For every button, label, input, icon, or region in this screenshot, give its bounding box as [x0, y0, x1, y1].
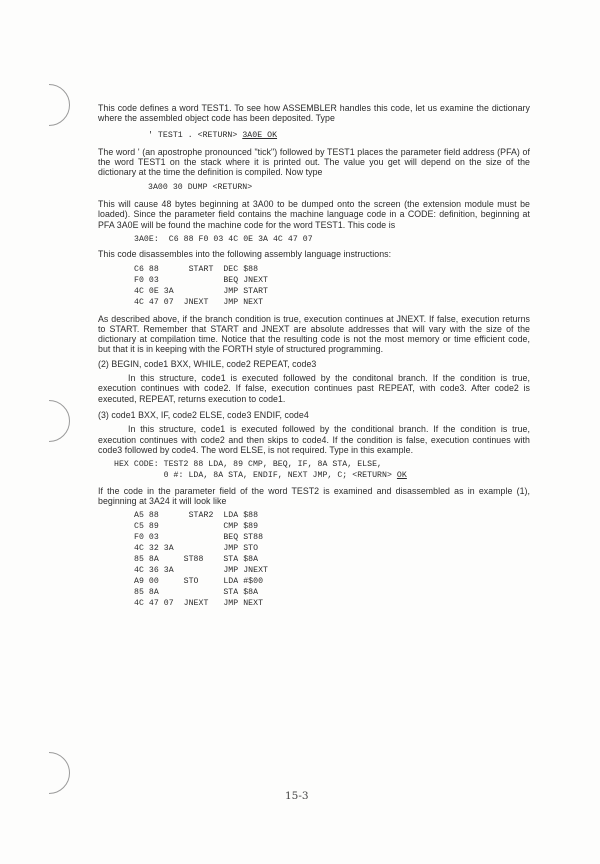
command-text: ' TEST1 . <RETURN> — [148, 130, 243, 140]
asm-line: C5 89 CMP $89 — [134, 522, 259, 532]
asm-line: 4C 0E 3A JMP START — [134, 286, 269, 296]
asm-line: 4C 47 07 JNEXT JMP NEXT — [134, 599, 264, 609]
punch-hole-mark — [28, 400, 70, 442]
hex-code-line-2 — [98, 470, 530, 481]
command-result: 3A0E OK — [242, 130, 278, 140]
punch-hole-mark — [28, 752, 70, 794]
body-text — [98, 103, 530, 609]
asm-line: A9 00 STO LDA #$00 — [134, 577, 264, 587]
disassembly-intro: This code disassembles into the following assembly language instructions: — [98, 249, 392, 260]
asm-line: A5 88 STAR2 LDA $88 — [134, 511, 259, 521]
branch-paragraph: As described above, if the branch condition is true, execution continues at JNEXT. If false, execution returns to START. Remember that START and JNEXT are absolute addresses that will vary with the size of the dictionary at compilation time. Notice that the resulting code is not the most memory or time efficient code, but that it is in keeping with the FORTH style of structured programming. — [98, 313, 530, 355]
dump-paragraph: This will cause 48 bytes beginning at 3A00 to be dumped onto the screen (the extension module must be loaded). Since the parameter field contains the machine language code in a CODE: definition, beginning at PFA 3A0E will be found the machine code for the word TEST1. This code is — [98, 199, 530, 230]
structure-3-body: In this structure, code1 is executed followed by the conditional branch. If the condition is true, execution continues with code2 and then skips to code4. If the condition is false, execution continues with code3 followed by code4. The word ELSE, is not required. Type in this example. — [98, 424, 530, 455]
punch-hole-mark — [28, 84, 70, 126]
asm-line: F0 03 BEQ ST88 — [134, 533, 264, 543]
hex-code-line-1: HEX CODE: TEST2 88 LDA, 89 CMP, BEQ, IF, 8A STA, ELSE, — [114, 460, 383, 470]
asm-line: 4C 36 3A JMP JNEXT — [134, 566, 269, 576]
hex-code-result: OK — [396, 471, 407, 481]
hex-code-text: 0 #: LDA, 8A STA, ENDIF, NEXT JMP, C; <RETURN> — [114, 471, 397, 481]
assembly-listing-2 — [98, 510, 530, 609]
command-example-dump: 3A00 30 DUMP <RETURN> — [148, 182, 253, 192]
structure-3-heading: (3) code1 BXX, IF, code2 ELSE, code3 ENDIF, code4 — [98, 409, 309, 420]
asm-line: 4C 32 3A JMP STO — [134, 544, 259, 554]
asm-line: F0 03 BEQ JNEXT — [134, 275, 269, 285]
intro-paragraph: This code defines a word TEST1. To see how ASSEMBLER handles this code, let us examine the dictionary where the assembled object code has been deposited. Type — [98, 103, 530, 124]
assembly-listing-1 — [98, 264, 530, 308]
asm-line: 4C 47 07 JNEXT JMP NEXT — [134, 297, 264, 307]
command-example-tick — [98, 130, 530, 141]
asm-line: C6 88 START DEC $88 — [134, 264, 259, 274]
test2-paragraph: If the code in the parameter field of the word TEST2 is examined and disassembled as in example (1), beginning at 3A24 it will look like — [98, 485, 530, 507]
page-number: 15-3 — [285, 790, 309, 802]
asm-line: 85 8A ST88 STA $8A — [134, 555, 259, 565]
tick-paragraph: The word ' (an apostrophe pronounced "tick") followed by TEST1 places the parameter field address (PFA) of the word TEST1 on the stack where it is printed out. The value you get will depend on the size of the dictionary at the time the definition is compiled. Now type — [98, 146, 530, 178]
asm-line: 85 8A STA $8A — [134, 588, 259, 598]
machine-code-bytes: 3A0E: C6 88 F0 03 4C 0E 3A 4C 47 07 — [134, 234, 313, 244]
structure-2-body: In this structure, code1 is executed followed by the conditonal branch. If the condition is true, execution continues with code2. If false, execution continues past REPEAT, with code3. After code2 is executed, REPEAT, returns execution to code1. — [98, 373, 530, 404]
structure-2-heading: (2) BEGIN, code1 BXX, WHILE, code2 REPEAT, code3 — [98, 358, 317, 369]
